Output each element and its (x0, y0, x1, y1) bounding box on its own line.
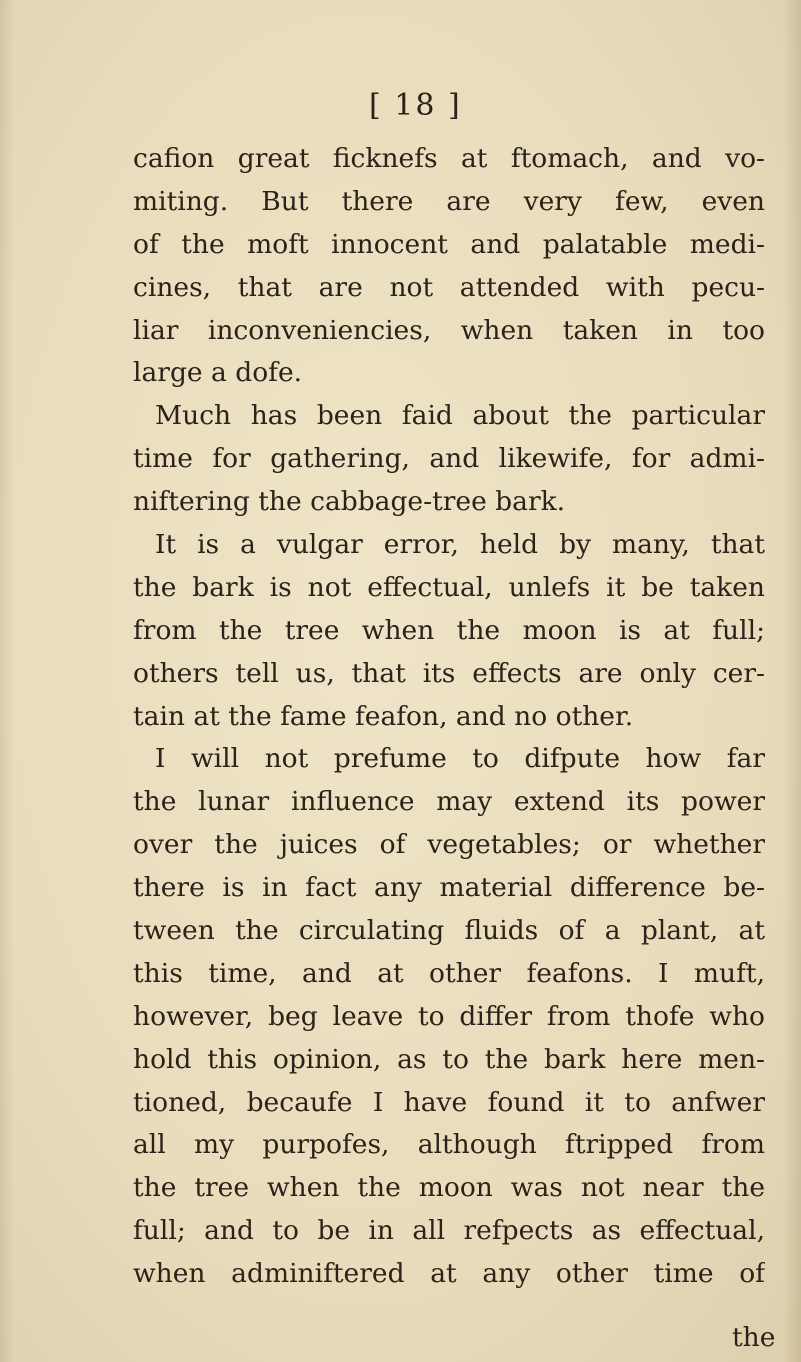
text-line: the tree when the moon was not near the (133, 1172, 765, 1204)
page-edge-shadow-left (0, 0, 14, 1362)
text-line: this time, and at other feafons. I muft, (133, 957, 765, 989)
text-line: when adminiftered at any other time of (133, 1258, 765, 1290)
text-line: Much has been faid about the particular (155, 400, 765, 432)
text-line: I will not prefume to difpute how far (155, 743, 765, 775)
page-number-header: [ 18 ] (369, 88, 462, 123)
body-text (133, 138, 765, 1296)
text-line: the lunar influence may extend its power (133, 786, 765, 818)
text-line: It is a vulgar error, held by many, that (155, 529, 765, 561)
page-edge-shadow-right (783, 0, 801, 1362)
text-line: of the moft innocent and palatable medi- (133, 228, 765, 260)
text-line: cafion great ficknefs at ftomach, and vo- (133, 143, 765, 174)
catchword: the (732, 1322, 776, 1353)
text-line: tioned, becaufe I have found it to anfwer (133, 1086, 765, 1118)
text-line: others tell us, that its effects are only cer- (133, 657, 765, 689)
text-line: large a dofe. (133, 357, 303, 389)
text-line: the bark is not effectual, unlefs it be taken (133, 571, 765, 603)
text-line: tain at the fame feafon, and no other. (133, 700, 634, 732)
text-line: hold this opinion, as to the bark here men- (133, 1043, 765, 1075)
text-line: over the juices of vegetables; or whether (133, 829, 765, 861)
text-line: time for gathering, and likewife, for admi- (133, 443, 765, 475)
text-line: all my purpofes, although ftripped from (133, 1129, 765, 1161)
text-line: there is in fact any material difference be- (133, 872, 765, 904)
text-line: tween the circulating fluids of a plant, at (133, 915, 765, 947)
text-line: miting. But there are very few, even (133, 185, 765, 217)
text-line: cines, that are not attended with pecu- (133, 271, 765, 303)
text-line: from the tree when the moon is at full; (133, 614, 765, 646)
text-line: full; and to be in all refpects as effectual, (133, 1215, 765, 1247)
text-line: liar inconveniencies, when taken in too (133, 314, 765, 346)
text-line: niftering the cabbage-tree bark. (133, 486, 566, 518)
text-line: however, beg leave to differ from thofe who (133, 1000, 765, 1032)
